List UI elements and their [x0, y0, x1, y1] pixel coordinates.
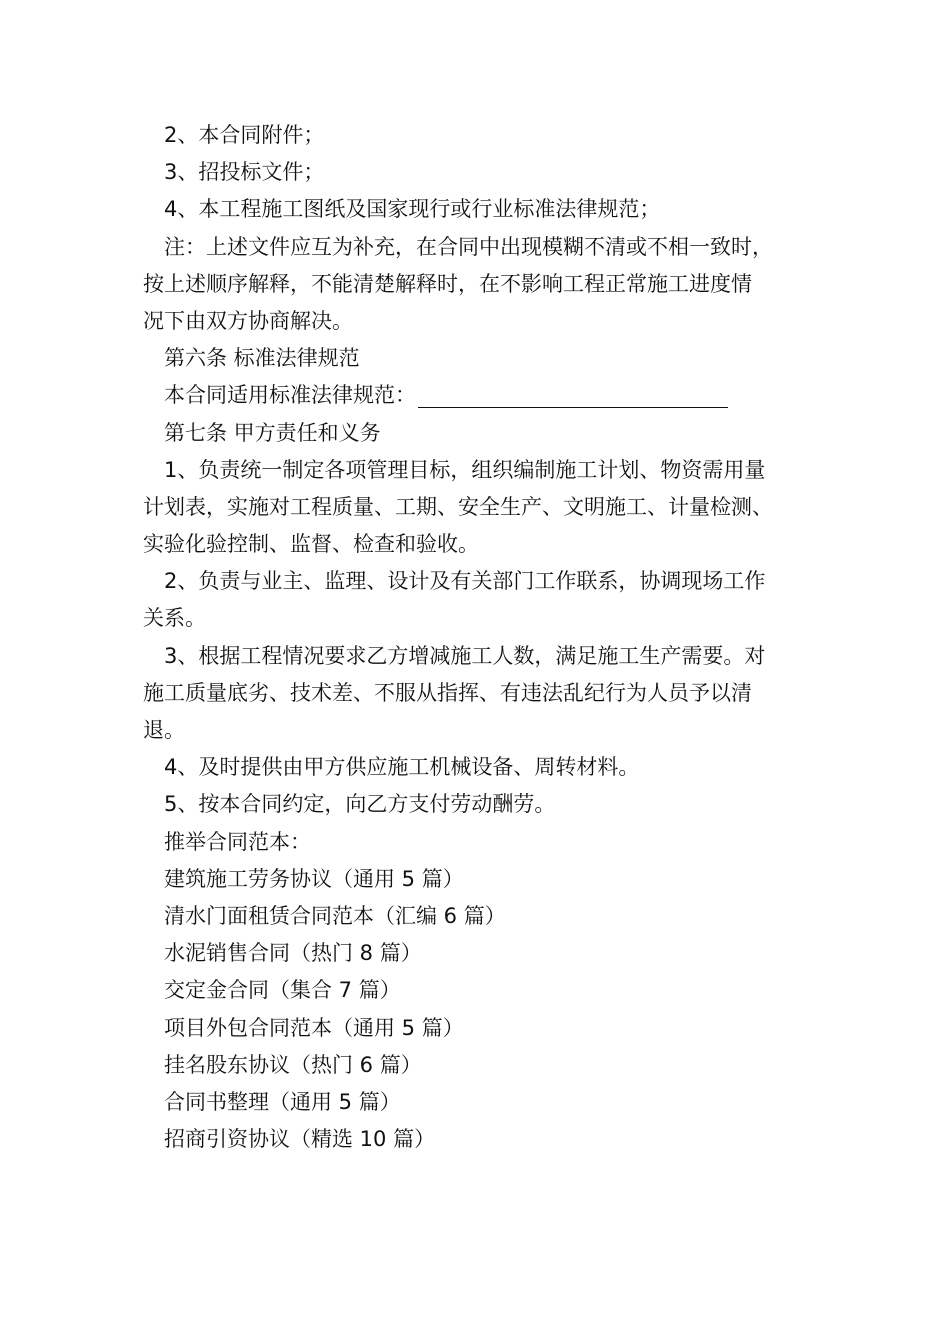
clause-line: 退。 — [143, 718, 185, 742]
document-body — [143, 117, 813, 1158]
clause-line: 4、及时提供由甲方供应施工机械设备、周转材料。 — [164, 755, 640, 780]
clause-line: 2、负责与业主、监理、设计及有关部门工作联系，协调现场工作 — [164, 569, 766, 594]
applicable-standards-line — [143, 377, 813, 414]
clause-line: 2、本合同附件； — [164, 123, 325, 147]
recommend-heading: 推举合同范本： — [164, 829, 311, 854]
clause-line: 3、根据工程情况要求乙方增减施工人数，满足施工生产需要。对 — [164, 643, 766, 668]
clause-line: 5、按本合同约定，向乙方支付劳动酬劳。 — [164, 792, 556, 817]
recommend-link[interactable]: 交定金合同（集合 7 篇） — [164, 978, 401, 1003]
clause-line: 施工质量底劣、技术差、不服从指挥、有违法乱纪行为人员予以清 — [143, 680, 752, 705]
fill-in-blank — [418, 386, 728, 408]
clause-line: 关系。 — [143, 606, 206, 631]
note-line: 况下由双方协商解决。 — [143, 308, 353, 333]
clause-line: 3、招投标文件； — [164, 160, 325, 185]
recommend-link[interactable]: 清水门面租赁合同范本（汇编 6 篇） — [164, 903, 506, 928]
applicable-standards-label: 本合同适用标准法律规范： — [164, 383, 416, 408]
note-line: 注：上述文件应互为补充，在合同中出现模糊不清或不相一致时， — [164, 234, 773, 259]
clause-line: 1、负责统一制定各项管理目标，组织编制施工计划、物资需用量 — [164, 457, 766, 482]
recommend-link[interactable]: 建筑施工劳务协议（通用 5 篇） — [164, 866, 464, 891]
article-heading: 第六条 标准法律规范 — [164, 346, 360, 371]
clause-line: 实验化验控制、监督、检查和验收。 — [143, 532, 479, 557]
clause-line: 计划表，实施对工程质量、工期、安全生产、文明施工、计量检测、 — [143, 494, 773, 519]
recommend-link[interactable]: 挂名股东协议（热门 6 篇） — [164, 1052, 422, 1077]
recommend-link[interactable]: 招商引资协议（精选 10 篇） — [164, 1127, 436, 1152]
recommend-link[interactable]: 合同书整理（通用 5 篇） — [164, 1089, 401, 1114]
note-line: 按上述顺序解释，不能清楚解释时，在不影响工程正常施工进度情 — [143, 271, 752, 296]
recommend-link[interactable]: 项目外包合同范本（通用 5 篇） — [164, 1015, 464, 1040]
recommend-link[interactable]: 水泥销售合同（热门 8 篇） — [164, 941, 422, 966]
article-heading: 第七条 甲方责任和义务 — [164, 420, 381, 445]
clause-line: 4、本工程施工图纸及国家现行或行业标准法律规范； — [164, 197, 661, 222]
